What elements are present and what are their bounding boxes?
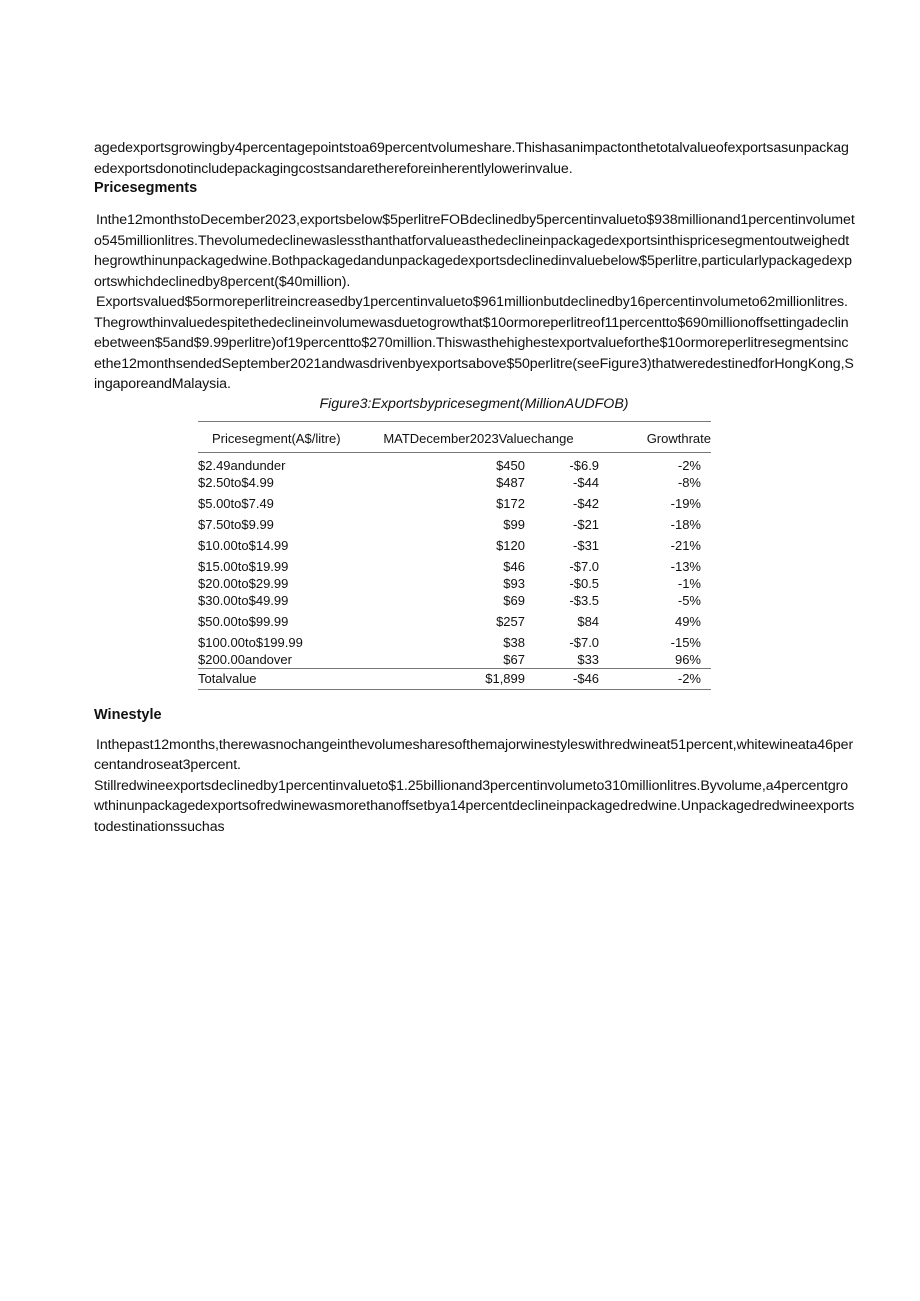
wine-style-heading: Winestyle xyxy=(94,706,162,723)
table-cell: $120 xyxy=(496,537,525,553)
figure-caption: Figure3:Exportsbypricesegment(MillionAUDFOB) xyxy=(319,395,629,412)
table-cell: $69 xyxy=(503,592,525,608)
table-cell: $99 xyxy=(503,516,525,532)
table-cell: $1,899 xyxy=(377,668,525,689)
table-cell: -8% xyxy=(677,474,701,490)
table-cell: -$7.0 xyxy=(569,634,600,650)
table-cell: $38 xyxy=(503,634,525,650)
table-cell: $172 xyxy=(496,495,525,511)
table-row xyxy=(198,533,711,554)
table-cell: -$42 xyxy=(573,495,600,511)
table-cell: $67 xyxy=(503,651,525,667)
table-cell: $93 xyxy=(503,575,525,591)
table-cell: $15.00to$19.99 xyxy=(198,558,289,574)
table-row xyxy=(198,491,711,512)
column-header: Pricesegment(A$/litre) xyxy=(198,421,377,452)
table-cell: -$21 xyxy=(573,516,600,532)
table-cell: -$0.5 xyxy=(569,575,600,591)
table-cell: -18% xyxy=(670,516,701,532)
table-cell: $257 xyxy=(496,613,525,629)
table-row xyxy=(198,592,711,609)
table-cell: -$7.0 xyxy=(569,558,600,574)
table-cell: $10.00to$14.99 xyxy=(198,537,289,553)
table-cell: -$46 xyxy=(525,668,599,689)
price-paragraph-2: Exportsvalued$5ormoreperlitreincreasedby1percentinvalueto$961millionbutdeclinedby16percentinvolumeto62millionlitres.Thegrowthinvaluedespitethedeclineinvolumewasduetogrowthat$10ormoreperlitreof11percentto$690millionoffsettingadeclinebetween$5and$9.99perlitre)of19percentto$270million.Thiswasthehighestexportvalueforthe$10ormoreperlitresegmentsincethe12monthsendedSeptember2021andwasdrivenbyexportsabove$50perlitre(seeFigure3)thatweredestinedforHongKong,SingaporeandMalaysia. xyxy=(94,294,854,392)
table-row xyxy=(198,554,711,575)
table-cell: -15% xyxy=(670,634,701,650)
column-header: MATDecember2023Valuechange xyxy=(377,421,599,452)
table-cell: -13% xyxy=(670,558,701,574)
wine-paragraph-1: Inthepast12months,therewasnochangeinthevolumesharesofthemajorwinestyleswithredwineat51percent,whitewineata46percentandroseat3percent. xyxy=(94,736,854,773)
table-row xyxy=(198,630,711,651)
table-cell: $2.50to$4.99 xyxy=(198,474,274,490)
table-row xyxy=(198,575,711,592)
table-cell: -21% xyxy=(670,537,701,553)
table-cell: -19% xyxy=(670,495,701,511)
table-cell: $20.00to$29.99 xyxy=(198,575,289,591)
table-cell: -2% xyxy=(599,668,711,689)
document-body xyxy=(94,138,856,837)
column-header: Growthrate xyxy=(599,421,711,452)
price-segments-heading: Pricesegments xyxy=(94,180,198,196)
table-cell: $84 xyxy=(577,613,600,629)
table-cell: 49% xyxy=(674,613,701,629)
table-cell: $2.49andunder xyxy=(198,457,286,473)
table-header-row xyxy=(198,421,711,452)
table-row xyxy=(198,452,711,474)
table-cell: $7.50to$9.99 xyxy=(198,516,274,532)
table-row xyxy=(198,512,711,533)
table-cell: $33 xyxy=(577,651,600,667)
intro-paragraph: agedexportsgrowingby4percentagepointstoa69percentvolumeshare.Thishasanimpactonthetotalvalueofexportsasunpackagedexportsdonotincludepackagingcostsandarethereforeinherentlylowerinvalue. xyxy=(94,140,849,177)
table-cell: $200.00andover xyxy=(198,651,292,667)
table-cell: $50.00to$99.99 xyxy=(198,613,289,629)
table-cell: -1% xyxy=(677,575,701,591)
table-cell: -$6.9 xyxy=(569,457,600,473)
table-row xyxy=(198,651,711,669)
table-cell: Totalvalue xyxy=(198,668,377,689)
table-cell: -2% xyxy=(677,457,701,473)
table-cell: -$31 xyxy=(573,537,600,553)
price-segment-table xyxy=(198,421,711,690)
table-cell: $5.00to$7.49 xyxy=(198,495,274,511)
table-cell: $30.00to$49.99 xyxy=(198,592,289,608)
wine-paragraph-2: Stillredwineexportsdeclinedby1percentinvalueto$1.25billionand3percentinvolumeto310millionlitres.Byvolume,a4percentgrowthinunpackagedexportsofredwinewasmorethanoffsetbya14percentdeclineinpackagedredwine.Unpackagedredwineexportstodestinationssuchas xyxy=(94,777,855,835)
table-cell: $450 xyxy=(496,457,525,473)
table-cell: -$3.5 xyxy=(569,592,600,608)
table-cell: 96% xyxy=(674,651,701,667)
table-cell: -$44 xyxy=(573,474,600,490)
table-row xyxy=(198,474,711,491)
table-cell: $100.00to$199.99 xyxy=(198,634,303,650)
table-cell: $487 xyxy=(496,474,525,490)
price-paragraph-1: Inthe12monthstoDecember2023,exportsbelow$5perlitreFOBdeclinedby5percentinvalueto$938millionand1percentinvolumeto545millionlitres.Thevolumedeclinewaslessthanthatforvalueasthedeclineinpackagedexportsinthispricesegmentoutweighedthegrowthinunpackagedwine.Bothpackagedandunpackagedexportsdeclinedinvaluebelow$5perlitre,particularlypackagedexportswhichdeclinedby8percent($40million). xyxy=(94,212,855,290)
table-cell: -5% xyxy=(677,592,701,608)
table-cell: $46 xyxy=(503,558,525,574)
table-total-row xyxy=(198,668,711,689)
table-row xyxy=(198,609,711,630)
